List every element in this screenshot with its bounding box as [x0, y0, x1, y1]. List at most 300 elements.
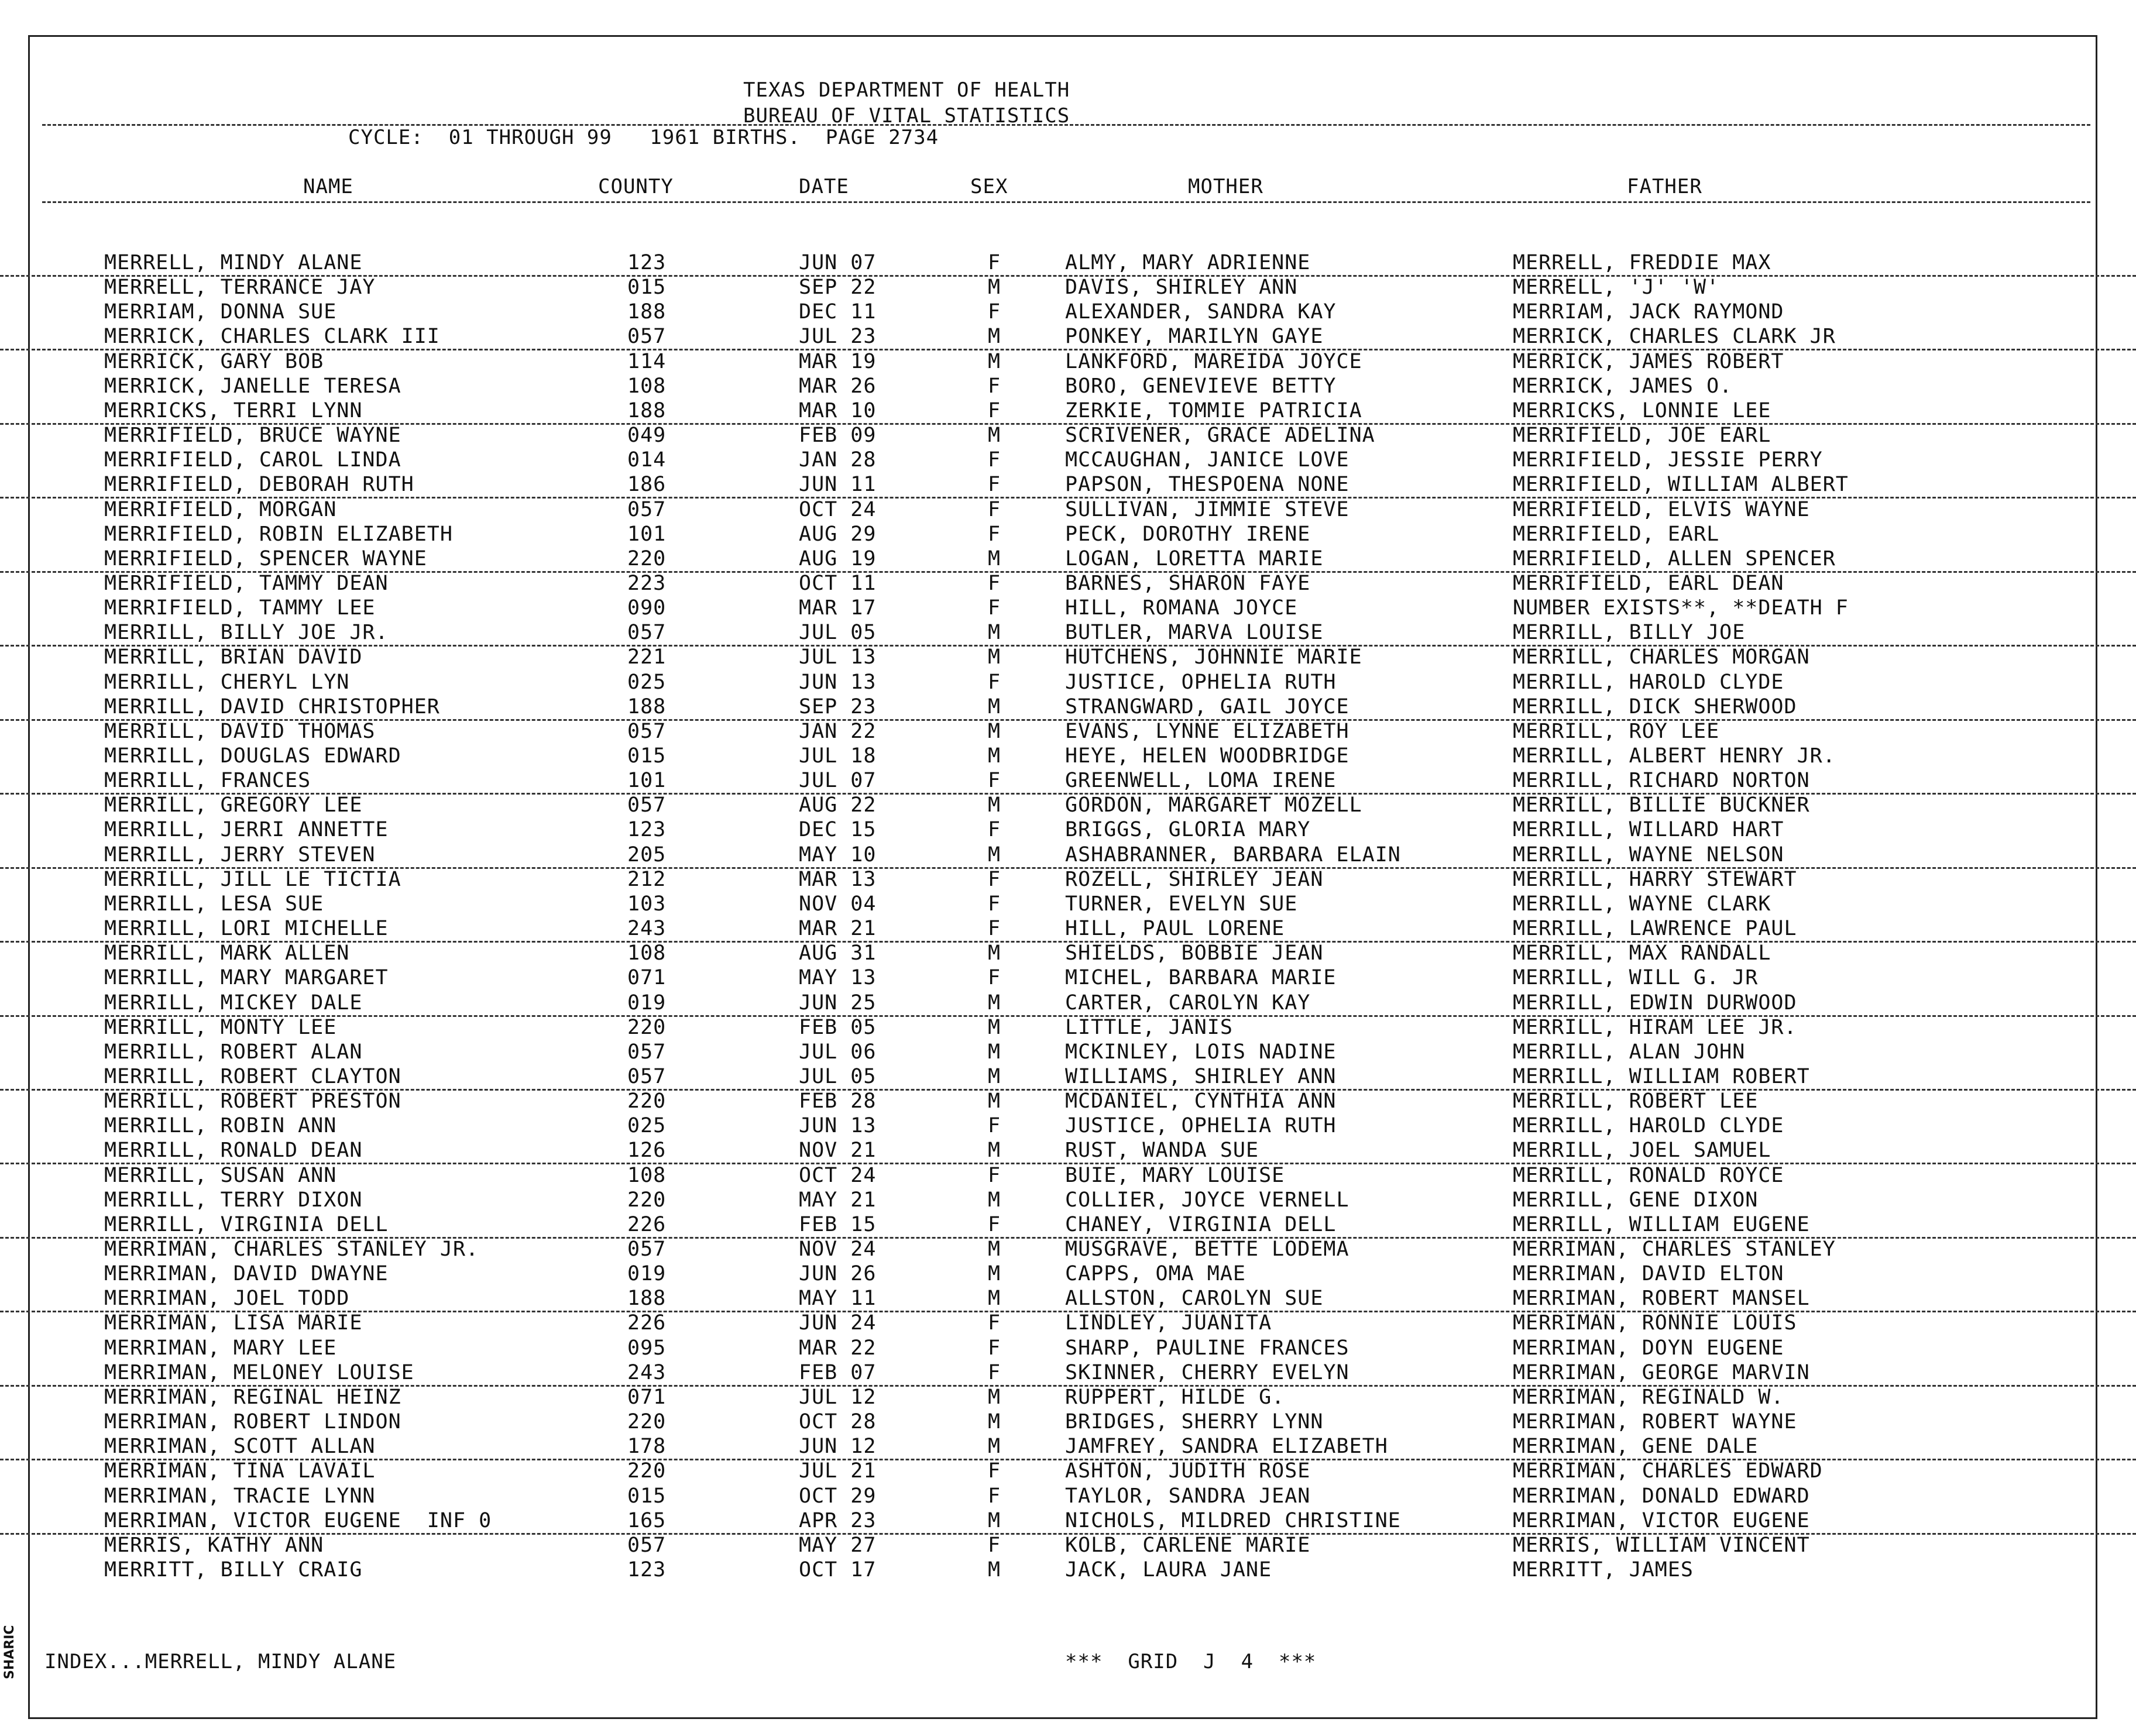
column-header-father: FATHER	[1627, 175, 1702, 198]
cell-date: JUN 26	[799, 1262, 877, 1285]
table-row	[0, 374, 2136, 398]
cell-county: 108	[627, 1164, 667, 1187]
cell-county: 101	[627, 769, 667, 792]
cell-name: MERRILL, ROBERT ALAN	[104, 1040, 363, 1064]
cell-name: MERRIMAN, TINA LAVAIL	[104, 1459, 376, 1483]
cell-father: MERRIFIELD, JESSIE PERRY	[1513, 448, 1823, 472]
cell-county: 014	[627, 448, 667, 472]
table-row	[0, 793, 2136, 817]
cell-mother: BRIGGS, GLORIA MARY	[1065, 818, 1311, 841]
table-row	[0, 645, 2136, 669]
cell-mother: EVANS, LYNNE ELIZABETH	[1065, 720, 1349, 743]
cell-date: JUN 11	[799, 473, 877, 496]
cell-father: MERRILL, CHARLES MORGAN	[1513, 645, 1810, 669]
cell-name: MERRELL, MINDY ALANE	[104, 251, 363, 274]
cell-county: 221	[627, 645, 667, 669]
cell-sex: F	[988, 1311, 1001, 1335]
cell-date: APR 23	[799, 1509, 877, 1532]
cell-county: 188	[627, 399, 667, 422]
cell-mother: ALMY, MARY ADRIENNE	[1065, 251, 1311, 274]
cell-mother: SULLIVAN, JIMMIE STEVE	[1065, 498, 1349, 521]
cell-mother: BRIDGES, SHERRY LYNN	[1065, 1410, 1324, 1434]
table-row	[0, 1015, 2136, 1040]
cell-date: FEB 28	[799, 1089, 877, 1113]
cell-name: MERRILL, CHERYL LYN	[104, 671, 350, 694]
cell-father: MERRIMAN, CHARLES STANLEY	[1513, 1237, 1836, 1261]
cell-mother: MCKINLEY, LOIS NADINE	[1065, 1040, 1337, 1064]
cell-mother: SHARP, PAULINE FRANCES	[1065, 1336, 1349, 1360]
cell-sex: F	[988, 399, 1001, 422]
cell-father: MERRILL, MAX RANDALL	[1513, 941, 1771, 965]
cell-county: 226	[627, 1311, 667, 1335]
cell-father: MERRICK, CHARLES CLARK JR	[1513, 325, 1836, 348]
cell-sex: M	[988, 991, 1001, 1015]
cell-county: 057	[627, 720, 667, 743]
table-row	[0, 670, 2136, 695]
cell-father: NUMBER EXISTS**, **DEATH F	[1513, 596, 1849, 620]
cell-date: AUG 19	[799, 547, 877, 570]
cell-mother: JAMFREY, SANDRA ELIZABETH	[1065, 1435, 1388, 1458]
cell-mother: SKINNER, CHERRY EVELYN	[1065, 1361, 1349, 1384]
cell-name: MERRILL, JERRI ANNETTE	[104, 818, 389, 841]
cell-county: 188	[627, 695, 667, 719]
cell-date: MAR 19	[799, 350, 877, 373]
cell-mother: PONKEY, MARILYN GAYE	[1065, 325, 1324, 348]
cell-mother: BARNES, SHARON FAYE	[1065, 572, 1311, 595]
cell-sex: M	[988, 1558, 1001, 1582]
cell-name: MERRIFIELD, TAMMY DEAN	[104, 572, 389, 595]
table-row	[0, 546, 2136, 573]
cell-father: MERRIMAN, DAVID ELTON	[1513, 1262, 1784, 1285]
cell-father: MERRIMAN, DOYN EUGENE	[1513, 1336, 1784, 1360]
cell-father: MERRILL, JOEL SAMUEL	[1513, 1139, 1771, 1162]
cell-mother: ASHTON, JUDITH ROSE	[1065, 1459, 1311, 1483]
cell-sex: F	[988, 769, 1001, 792]
cell-date: MAY 21	[799, 1188, 877, 1212]
cell-father: MERRIMAN, ROBERT MANSEL	[1513, 1287, 1810, 1310]
cell-county: 019	[627, 1262, 667, 1285]
cell-sex: M	[988, 1139, 1001, 1162]
table-row	[0, 1336, 2136, 1360]
cell-father: MERRIMAN, GEORGE MARVIN	[1513, 1361, 1810, 1384]
table-row	[0, 300, 2136, 324]
column-header-name: NAME	[303, 175, 353, 198]
cell-name: MERRILL, GREGORY LEE	[104, 793, 363, 817]
cell-mother: SCRIVENER, GRACE ADELINA	[1065, 424, 1375, 447]
cell-mother: LITTLE, JANIS	[1065, 1016, 1233, 1039]
table-row	[0, 719, 2136, 744]
cell-sex: M	[988, 1016, 1001, 1039]
cell-county: 123	[627, 1558, 667, 1582]
cell-mother: RUPPERT, HILDE G.	[1065, 1386, 1285, 1409]
cell-mother: COLLIER, JOYCE VERNELL	[1065, 1188, 1349, 1212]
table-row	[0, 1040, 2136, 1064]
cell-name: MERRILL, BRIAN DAVID	[104, 645, 363, 669]
cell-mother: KOLB, CARLENE MARIE	[1065, 1534, 1311, 1557]
cell-mother: RUST, WANDA SUE	[1065, 1139, 1259, 1162]
cell-county: 057	[627, 1065, 667, 1088]
cell-father: MERRIMAN, DONALD EDWARD	[1513, 1484, 1810, 1508]
table-row	[0, 571, 2136, 596]
cell-sex: M	[988, 1237, 1001, 1261]
cell-county: 071	[627, 966, 667, 989]
cell-name: MERRILL, RONALD DEAN	[104, 1139, 363, 1162]
cell-sex: M	[988, 720, 1001, 743]
table-row	[0, 1533, 2136, 1558]
cell-county: 114	[627, 350, 667, 373]
table-row	[0, 472, 2136, 499]
cell-name: MERRILL, MICKEY DALE	[104, 991, 363, 1015]
cell-date: NOV 24	[799, 1237, 877, 1261]
cycle-line: CYCLE: 01 THROUGH 99 1961 BIRTHS. PAGE 2734	[348, 126, 939, 149]
cell-county: 057	[627, 325, 667, 348]
cell-father: MERRIMAN, CHARLES EDWARD	[1513, 1459, 1823, 1483]
cell-father: MERRIMAN, ROBERT WAYNE	[1513, 1410, 1797, 1434]
cell-father: MERRILL, WILL G. JR	[1513, 966, 1759, 989]
table-row	[0, 965, 2136, 990]
cell-father: MERRILL, WAYNE CLARK	[1513, 892, 1771, 916]
cell-sex: F	[988, 300, 1001, 324]
cell-county: 095	[627, 1336, 667, 1360]
table-row	[0, 1558, 2136, 1582]
bureau-title: BUREAU OF VITAL STATISTICS	[743, 104, 1070, 128]
cell-father: MERRILL, WILLIAM ROBERT	[1513, 1065, 1810, 1088]
cell-sex: M	[988, 1410, 1001, 1434]
cell-mother: NICHOLS, MILDRED CHRISTINE	[1065, 1509, 1401, 1532]
cell-father: MERRILL, RICHARD NORTON	[1513, 769, 1810, 792]
cell-father: MERRILL, WILLARD HART	[1513, 818, 1784, 841]
table-row	[0, 1286, 2136, 1312]
cell-mother: SHIELDS, BOBBIE JEAN	[1065, 941, 1324, 965]
table-row	[0, 1064, 2136, 1091]
table-row	[0, 1261, 2136, 1286]
cell-sex: F	[988, 1534, 1001, 1557]
cell-mother: GREENWELL, LOMA IRENE	[1065, 769, 1337, 792]
column-header-sex: SEX	[970, 175, 1008, 198]
cell-name: MERRIMAN, MELONEY LOUISE	[104, 1361, 414, 1384]
cell-sex: F	[988, 892, 1001, 916]
table-row	[0, 1385, 2136, 1410]
cell-county: 220	[627, 1089, 667, 1113]
cell-county: 015	[627, 1484, 667, 1508]
cell-name: MERRIFIELD, BRUCE WAYNE	[104, 424, 401, 447]
cell-mother: JUSTICE, OPHELIA RUTH	[1065, 1114, 1337, 1137]
cell-mother: BORO, GENEVIEVE BETTY	[1065, 374, 1337, 398]
cell-name: MERRILL, SUSAN ANN	[104, 1164, 337, 1187]
cell-name: MERRITT, BILLY CRAIG	[104, 1558, 363, 1582]
cell-mother: HILL, ROMANA JOYCE	[1065, 596, 1298, 620]
cell-date: FEB 15	[799, 1213, 877, 1236]
cell-name: MERRIMAN, CHARLES STANLEY JR.	[104, 1237, 479, 1261]
cell-date: JUL 05	[799, 1065, 877, 1088]
cell-father: MERRIMAN, RONNIE LOUIS	[1513, 1311, 1797, 1335]
cell-sex: F	[988, 448, 1001, 472]
cell-county: 220	[627, 547, 667, 570]
cell-father: MERRIFIELD, EARL	[1513, 522, 1720, 546]
table-row	[0, 1459, 2136, 1483]
cell-father: MERRIFIELD, ELVIS WAYNE	[1513, 498, 1810, 521]
cell-county: 057	[627, 621, 667, 644]
column-header-mother: MOTHER	[1188, 175, 1263, 198]
cell-name: MERRILL, MONTY LEE	[104, 1016, 337, 1039]
table-row	[0, 1212, 2136, 1239]
cell-date: DEC 11	[799, 300, 877, 324]
cell-sex: M	[988, 1089, 1001, 1113]
table-row	[0, 843, 2136, 869]
cell-name: MERRICK, GARY BOB	[104, 350, 324, 373]
cell-mother: LANKFORD, MAREIDA JOYCE	[1065, 350, 1362, 373]
table-row	[0, 1089, 2136, 1113]
cell-sex: F	[988, 596, 1001, 620]
cell-county: 108	[627, 374, 667, 398]
cell-date: DEC 15	[799, 818, 877, 841]
cell-date: MAY 27	[799, 1534, 877, 1557]
table-row	[0, 744, 2136, 768]
cell-mother: PAPSON, THESPOENA NONE	[1065, 473, 1349, 496]
cell-father: MERRILL, HIRAM LEE JR.	[1513, 1016, 1797, 1039]
cell-mother: JUSTICE, OPHELIA RUTH	[1065, 671, 1337, 694]
cell-name: MERRIFIELD, SPENCER WAYNE	[104, 547, 427, 570]
cell-sex: F	[988, 498, 1001, 521]
cell-county: 057	[627, 1534, 667, 1557]
cell-name: MERRIFIELD, CAROL LINDA	[104, 448, 401, 472]
table-row	[0, 1508, 2136, 1535]
cell-date: MAR 26	[799, 374, 877, 398]
cell-date: MAY 10	[799, 843, 877, 867]
cell-date: NOV 21	[799, 1139, 877, 1162]
cell-county: 212	[627, 868, 667, 891]
cell-sex: M	[988, 695, 1001, 719]
cell-county: 101	[627, 522, 667, 546]
cell-county: 188	[627, 300, 667, 324]
cell-name: MERRILL, DAVID CHRISTOPHER	[104, 695, 440, 719]
cell-date: OCT 29	[799, 1484, 877, 1508]
cell-date: FEB 07	[799, 1361, 877, 1384]
table-row	[0, 867, 2136, 892]
table-row	[0, 892, 2136, 916]
cell-date: FEB 09	[799, 424, 877, 447]
table-row	[0, 1311, 2136, 1335]
cell-name: MERRIS, KATHY ANN	[104, 1534, 324, 1557]
cell-sex: F	[988, 251, 1001, 274]
cell-name: MERRIMAN, ROBERT LINDON	[104, 1410, 401, 1434]
cell-mother: ALEXANDER, SANDRA KAY	[1065, 300, 1337, 324]
table-row	[0, 423, 2136, 448]
cell-father: MERRICKS, LONNIE LEE	[1513, 399, 1771, 422]
cell-county: 205	[627, 843, 667, 867]
cell-date: MAR 22	[799, 1336, 877, 1360]
cell-name: MERRIMAN, SCOTT ALLAN	[104, 1435, 376, 1458]
cell-name: MERRIMAN, REGINAL HEINZ	[104, 1386, 401, 1409]
cell-name: MERRILL, JILL LE TICTIA	[104, 868, 401, 891]
cell-date: AUG 29	[799, 522, 877, 546]
cell-name: MERRELL, TERRANCE JAY	[104, 276, 376, 299]
cell-county: 126	[627, 1139, 667, 1162]
table-row	[0, 497, 2136, 522]
cell-name: MERRILL, LESA SUE	[104, 892, 324, 916]
cell-date: JUN 07	[799, 251, 877, 274]
cell-date: JAN 22	[799, 720, 877, 743]
cell-sex: F	[988, 1361, 1001, 1384]
cell-sex: M	[988, 1262, 1001, 1285]
cell-county: 178	[627, 1435, 667, 1458]
cell-county: 025	[627, 671, 667, 694]
cell-father: MERRILL, HARRY STEWART	[1513, 868, 1797, 891]
cell-county: 165	[627, 1509, 667, 1532]
cell-mother: CHANEY, VIRGINIA DELL	[1065, 1213, 1337, 1236]
cell-mother: LOGAN, LORETTA MARIE	[1065, 547, 1324, 570]
cell-mother: MCDANIEL, CYNTHIA ANN	[1065, 1089, 1337, 1113]
cell-county: 223	[627, 572, 667, 595]
table-row	[0, 991, 2136, 1017]
cell-name: MERRILL, FRANCES	[104, 769, 311, 792]
cell-father: MERRIMAN, REGINALD W.	[1513, 1386, 1784, 1409]
index-footer: INDEX...MERRELL, MINDY ALANE	[44, 1650, 397, 1673]
cell-date: MAY 11	[799, 1287, 877, 1310]
cell-father: MERRELL, 'J' 'W'	[1513, 276, 1720, 299]
cell-sex: M	[988, 350, 1001, 373]
cell-father: MERRICK, JAMES ROBERT	[1513, 350, 1784, 373]
cell-date: JUL 12	[799, 1386, 877, 1409]
cell-county: 103	[627, 892, 667, 916]
cell-name: MERRIAM, DONNA SUE	[104, 300, 337, 324]
column-header-date: DATE	[799, 175, 849, 198]
table-row	[0, 695, 2136, 721]
cell-name: MERRIMAN, DAVID DWAYNE	[104, 1262, 389, 1285]
cell-father: MERRILL, BILLIE BUCKNER	[1513, 793, 1810, 817]
cell-name: MERRICK, CHARLES CLARK III	[104, 325, 440, 348]
cell-date: JUL 21	[799, 1459, 877, 1483]
cell-county: 057	[627, 793, 667, 817]
cell-name: MERRILL, BILLY JOE JR.	[104, 621, 389, 644]
table-row	[0, 448, 2136, 472]
cell-date: OCT 24	[799, 498, 877, 521]
table-row	[0, 275, 2136, 300]
cell-sex: M	[988, 325, 1001, 348]
cell-date: MAR 17	[799, 596, 877, 620]
cell-mother: ZERKIE, TOMMIE PATRICIA	[1065, 399, 1362, 422]
cell-name: MERRIFIELD, DEBORAH RUTH	[104, 473, 414, 496]
cell-mother: JACK, LAURA JANE	[1065, 1558, 1272, 1582]
cell-father: MERRILL, ROBERT LEE	[1513, 1089, 1759, 1113]
cell-name: MERRILL, DAVID THOMAS	[104, 720, 376, 743]
cell-name: MERRILL, MARY MARGARET	[104, 966, 389, 989]
cell-mother: CARTER, CAROLYN KAY	[1065, 991, 1311, 1015]
cell-sex: F	[988, 473, 1001, 496]
table-row	[0, 941, 2136, 965]
cell-mother: TURNER, EVELYN SUE	[1065, 892, 1298, 916]
cell-name: MERRIFIELD, MORGAN	[104, 498, 337, 521]
cell-county: 019	[627, 991, 667, 1015]
cell-date: NOV 04	[799, 892, 877, 916]
cell-name: MERRILL, TERRY DIXON	[104, 1188, 363, 1212]
cell-mother: HILL, PAUL LORENE	[1065, 917, 1285, 940]
cell-date: OCT 11	[799, 572, 877, 595]
cell-father: MERRILL, WILLIAM EUGENE	[1513, 1213, 1810, 1236]
cell-father: MERRITT, JAMES	[1513, 1558, 1694, 1582]
table-row	[0, 1237, 2136, 1261]
cell-sex: F	[988, 966, 1001, 989]
cell-date: MAR 13	[799, 868, 877, 891]
cell-sex: M	[988, 547, 1001, 570]
cell-father: MERRILL, EDWIN DURWOOD	[1513, 991, 1797, 1015]
cell-sex: M	[988, 1188, 1001, 1212]
cell-mother: TAYLOR, SANDRA JEAN	[1065, 1484, 1311, 1508]
cell-county: 057	[627, 1040, 667, 1064]
cell-name: MERRICKS, TERRI LYNN	[104, 399, 363, 422]
cell-sex: F	[988, 522, 1001, 546]
cell-name: MERRILL, ROBERT PRESTON	[104, 1089, 401, 1113]
cell-father: MERRIFIELD, ALLEN SPENCER	[1513, 547, 1836, 570]
cell-mother: WILLIAMS, SHIRLEY ANN	[1065, 1065, 1337, 1088]
table-row	[0, 250, 2136, 277]
cell-father: MERRILL, RONALD ROYCE	[1513, 1164, 1784, 1187]
table-row	[0, 398, 2136, 425]
cell-mother: ASHABRANNER, BARBARA ELAIN	[1065, 843, 1401, 867]
cell-mother: BUTLER, MARVA LOUISE	[1065, 621, 1324, 644]
cell-name: MERRIMAN, JOEL TODD	[104, 1287, 350, 1310]
cell-father: MERRIS, WILLIAM VINCENT	[1513, 1534, 1810, 1557]
cell-mother: GORDON, MARGARET MOZELL	[1065, 793, 1362, 817]
cell-sex: F	[988, 1484, 1001, 1508]
table-row	[0, 1434, 2136, 1460]
table-row	[0, 324, 2136, 350]
cell-county: 243	[627, 917, 667, 940]
cell-father: MERRILL, ROY LEE	[1513, 720, 1720, 743]
cell-county: 015	[627, 744, 667, 768]
cell-sex: M	[988, 276, 1001, 299]
cell-sex: M	[988, 941, 1001, 965]
cell-father: MERRILL, GENE DIXON	[1513, 1188, 1759, 1212]
cell-mother: STRANGWARD, GAIL JOYCE	[1065, 695, 1349, 719]
cell-father: MERRIMAN, GENE DALE	[1513, 1435, 1759, 1458]
cell-father: MERRICK, JAMES O.	[1513, 374, 1733, 398]
cell-date: MAR 21	[799, 917, 877, 940]
cell-sex: F	[988, 1459, 1001, 1483]
cell-name: MERRICK, JANELLE TERESA	[104, 374, 401, 398]
cell-name: MERRIMAN, LISA MARIE	[104, 1311, 363, 1335]
cell-sex: F	[988, 1164, 1001, 1187]
table-row	[0, 817, 2136, 842]
cell-sex: F	[988, 374, 1001, 398]
cell-sex: M	[988, 1509, 1001, 1532]
cell-mother: HEYE, HELEN WOODBRIDGE	[1065, 744, 1349, 768]
cell-name: MERRILL, DOUGLAS EDWARD	[104, 744, 401, 768]
cell-father: MERRIAM, JACK RAYMOND	[1513, 300, 1784, 324]
cell-sex: F	[988, 1336, 1001, 1360]
cell-sex: F	[988, 917, 1001, 940]
cell-date: JUN 13	[799, 1114, 877, 1137]
cell-father: MERRILL, ALAN JOHN	[1513, 1040, 1746, 1064]
cell-mother: PECK, DOROTHY IRENE	[1065, 522, 1311, 546]
cell-county: 123	[627, 818, 667, 841]
cell-county: 108	[627, 941, 667, 965]
cell-name: MERRILL, ROBERT CLAYTON	[104, 1065, 401, 1088]
table-row	[0, 620, 2136, 647]
cell-name: MERRIFIELD, ROBIN ELIZABETH	[104, 522, 453, 546]
side-label: SHARIC	[2, 1625, 17, 1679]
column-header-rule	[42, 201, 2090, 203]
table-row	[0, 522, 2136, 546]
cell-name: MERRIMAN, TRACIE LYNN	[104, 1484, 376, 1508]
cell-mother: MUSGRAVE, BETTE LODEMA	[1065, 1237, 1349, 1261]
cell-date: SEP 23	[799, 695, 877, 719]
cell-sex: F	[988, 671, 1001, 694]
cell-date: JUL 13	[799, 645, 877, 669]
cell-sex: F	[988, 1213, 1001, 1236]
cell-date: JUL 23	[799, 325, 877, 348]
cell-father: MERRILL, DICK SHERWOOD	[1513, 695, 1797, 719]
